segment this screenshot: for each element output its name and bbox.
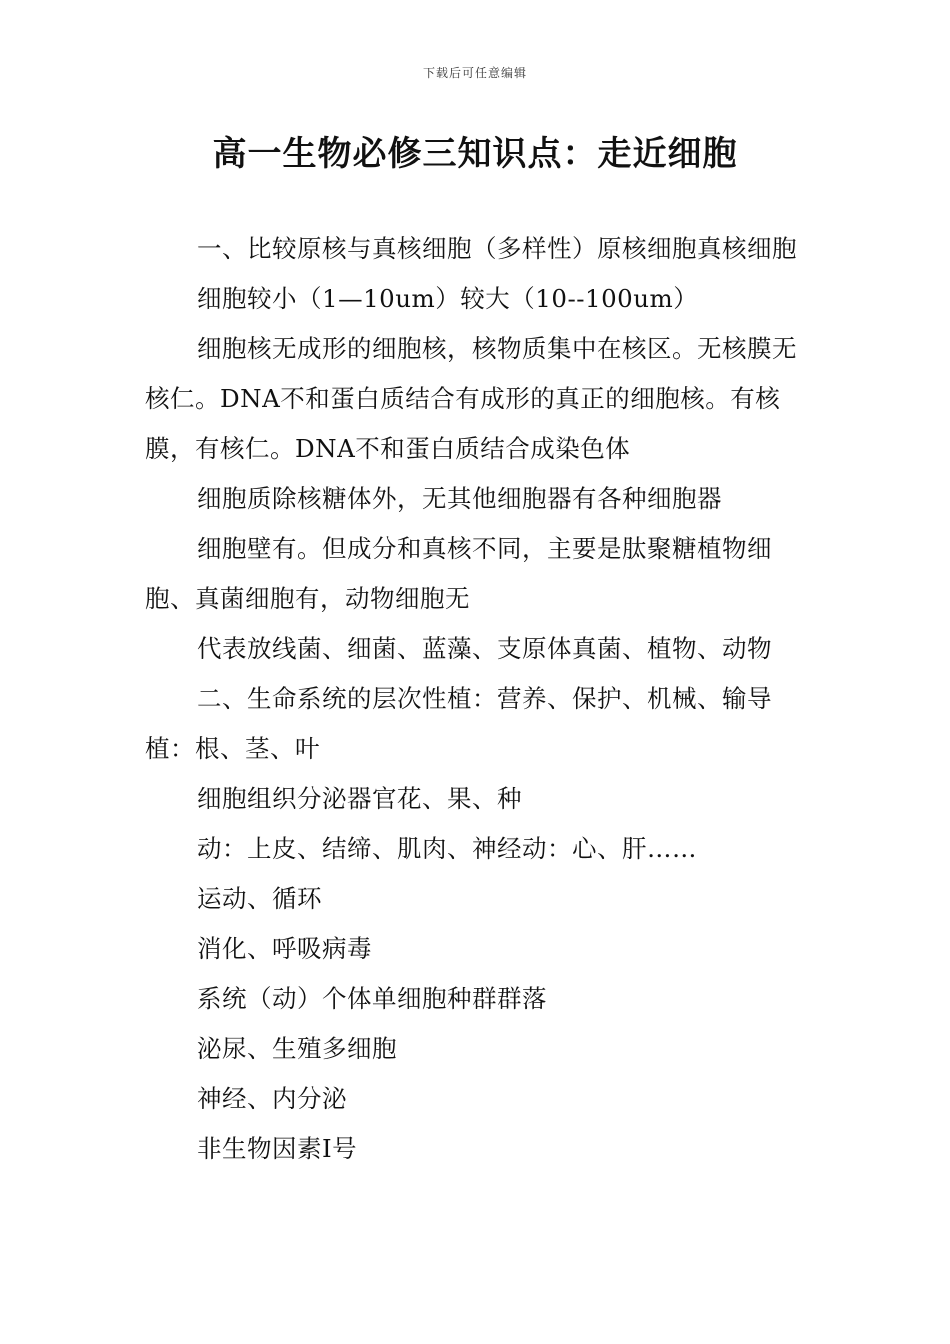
paragraph: 泌尿、生殖多细胞 bbox=[197, 1034, 397, 1063]
paragraph: 非生物因素Ⅰ号 bbox=[197, 1134, 358, 1163]
paragraph: 一、比较原核与真核细胞（多样性）原核细胞真核细胞 bbox=[197, 234, 797, 263]
paragraph: 细胞壁有。但成分和真核不同，主要是肽聚糖植物细胞、真菌细胞有，动物细胞无 bbox=[145, 534, 772, 613]
paragraph: 运动、循环 bbox=[197, 884, 322, 913]
paragraph: 细胞核无成形的细胞核，核物质集中在核区。无核膜无核仁。DNA不和蛋白质结合有成形的真正的细胞核。有核膜，有核仁。DNA不和蛋白质结合成染色体 bbox=[145, 334, 797, 463]
paragraph: 神经、内分泌 bbox=[197, 1084, 347, 1113]
paragraph: 细胞质除核糖体外，无其他细胞器有各种细胞器 bbox=[197, 484, 722, 513]
paragraph: 代表放线菌、细菌、蓝藻、支原体真菌、植物、动物 bbox=[197, 634, 772, 663]
paragraph: 动：上皮、结缔、肌肉、神经动：心、肝…… bbox=[197, 834, 697, 863]
header-note: 下载后可任意编辑 bbox=[422, 66, 527, 80]
page-title: 高一生物必修三知识点：走近细胞 bbox=[212, 134, 738, 174]
paragraph: 二、生命系统的层次性植：营养、保护、机械、输导植：根、茎、叶 bbox=[145, 684, 772, 763]
body-text bbox=[145, 224, 810, 1174]
paragraph: 消化、呼吸病毒 bbox=[197, 934, 372, 963]
paragraph: 细胞较小（1—10um）较大（10--100um） bbox=[197, 284, 699, 313]
paragraph: 细胞组织分泌器官花、果、种 bbox=[197, 784, 522, 813]
paragraph: 系统（动）个体单细胞种群群落 bbox=[197, 984, 547, 1013]
